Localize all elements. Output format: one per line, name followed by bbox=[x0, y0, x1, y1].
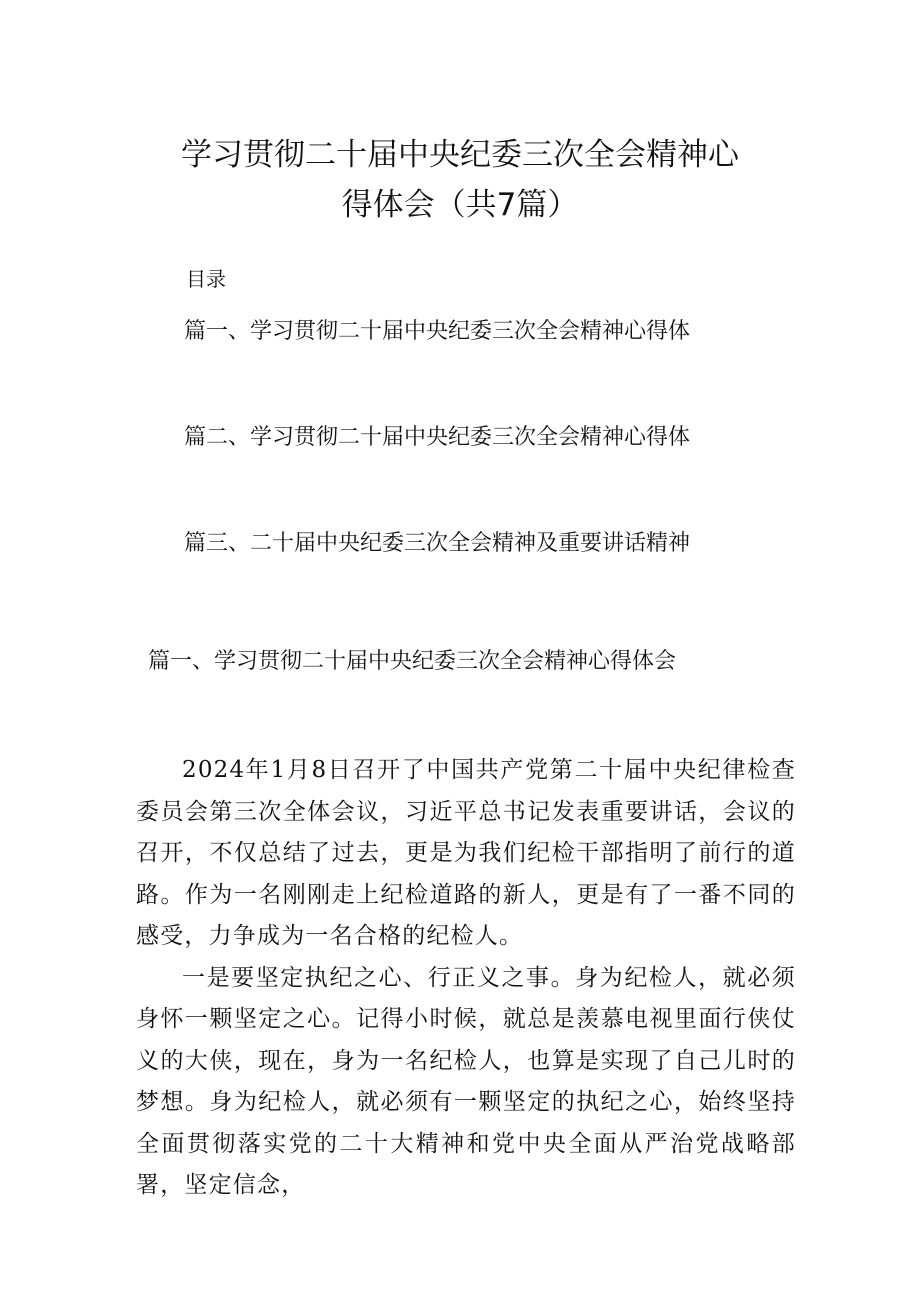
body-paragraph-1: 2024年1月8日召开了中国共产党第二十届中央纪律检查委员会第三次全体会议，习近平总书记发表重要讲话，会议的召开，不仅总结了过去，更是为我们纪检干部指明了前行的道路。作为一名刚刚走上纪检道路的新人，更是有了一番不同的感受，力争成为一名合格的纪检人。 bbox=[136, 757, 796, 949]
toc-label: 目录 bbox=[186, 267, 226, 291]
document-title-line-1: 学习贯彻二十届中央纪委三次全会精神心 bbox=[181, 137, 739, 173]
toc-item-3: 篇三、二十届中央纪委三次全会精神及重要讲话精神 bbox=[184, 531, 691, 556]
toc-item-1: 篇一、学习贯彻二十届中央纪委三次全会精神心得体 bbox=[184, 319, 691, 344]
section-body bbox=[136, 750, 796, 1207]
section-heading: 篇一、学习贯彻二十届中央纪委三次全会精神心得体会 bbox=[148, 649, 677, 674]
document-title bbox=[150, 130, 770, 230]
document-title-line-2: 得体会（共7篇） bbox=[341, 187, 579, 223]
toc-item-2: 篇二、学习贯彻二十届中央纪委三次全会精神心得体 bbox=[184, 425, 691, 450]
body-paragraph-2: 一是要坚定执纪之心、行正义之事。身为纪检人，就必须身怀一颗坚定之心。记得小时候，就总是羡慕电视里面行侠仗义的大侠，现在，身为一名纪检人，也算是实现了自己儿时的梦想。身为纪检人，就必须有一颗坚定的执纪之心，始终坚持全面贯彻落实党的二十大精神和党中央全面从严治党战略部署，坚定信念， bbox=[136, 964, 796, 1198]
